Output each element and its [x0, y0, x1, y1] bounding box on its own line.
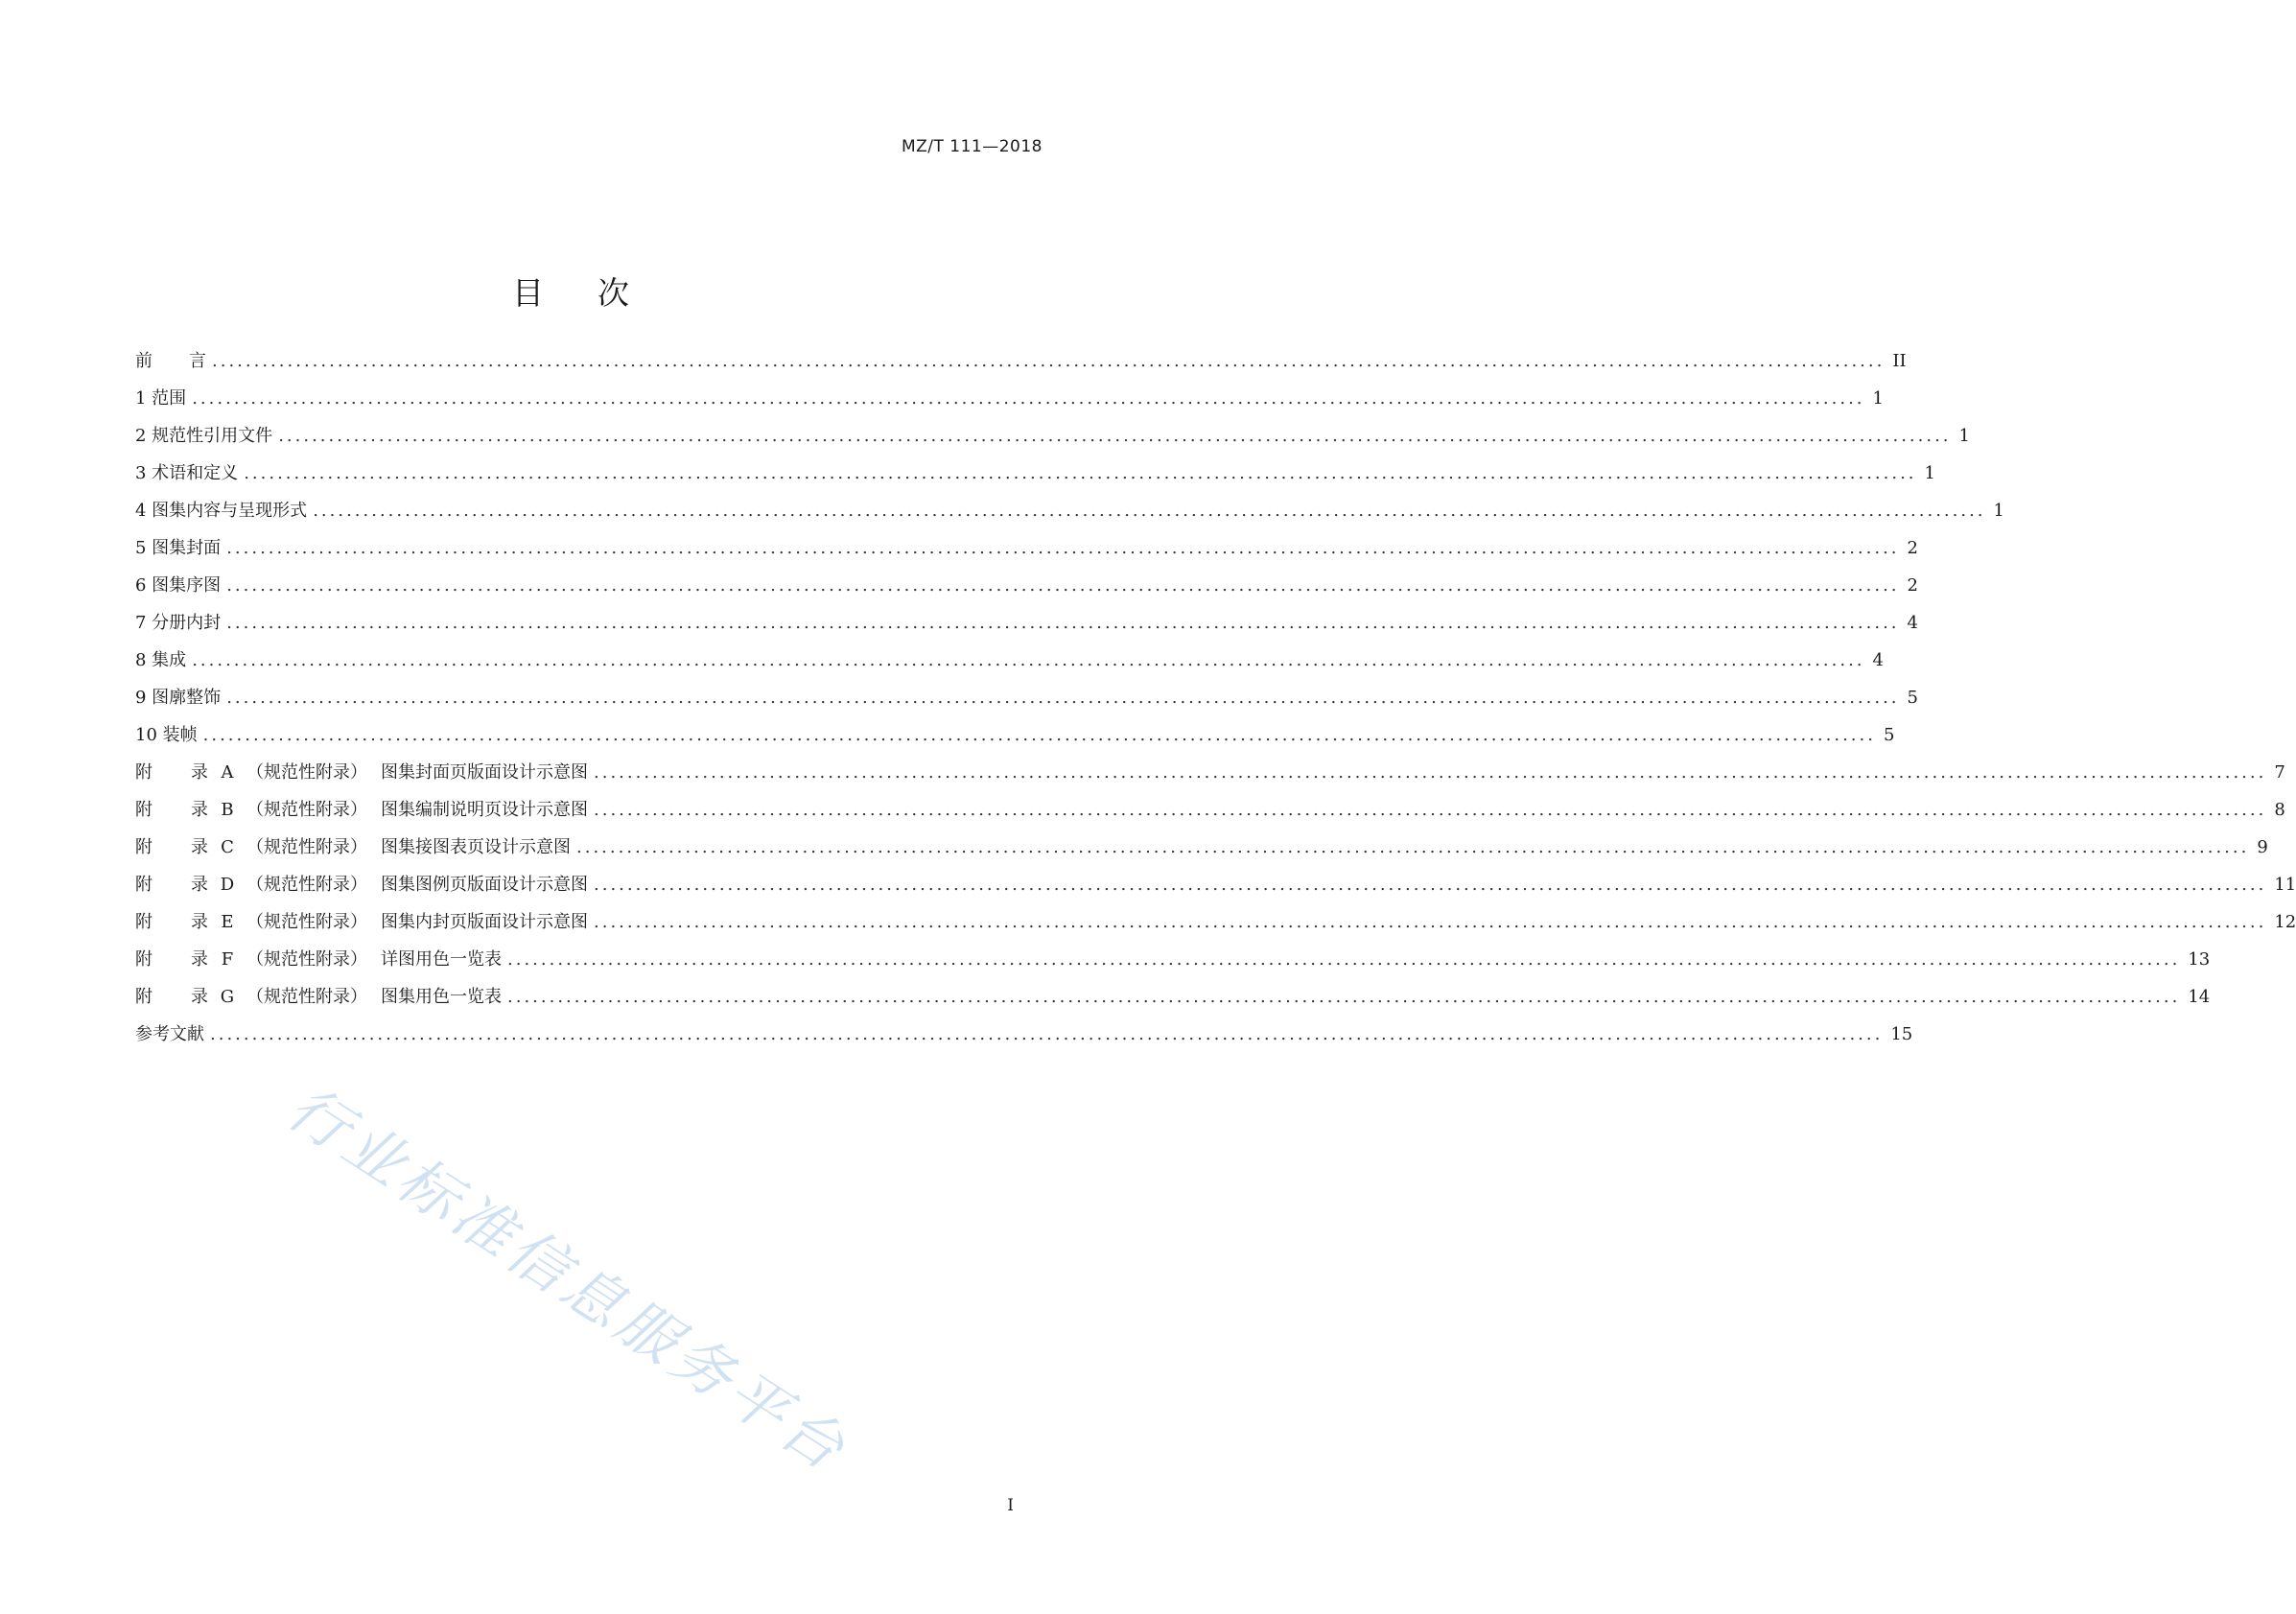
- annex-char-2: 录: [191, 762, 208, 783]
- annex-type: （规范性附录）: [246, 762, 367, 783]
- toc-leader-dots: ........................................................................................................................................................................................................: [226, 538, 1900, 558]
- annex-letter: G: [220, 987, 235, 1007]
- annex-type: （规范性附录）: [246, 800, 367, 820]
- toc-entry-label: 6 图集序图: [135, 575, 222, 596]
- toc-entry-page: 7: [2274, 762, 2285, 783]
- toc-leader-dots: ........................................................................................................................................................................................................: [212, 351, 1886, 371]
- toc-leader-dots: ........................................................................................................................................................................................................: [594, 912, 2267, 932]
- annex-word: [135, 978, 208, 1016]
- toc-entry-section[interactable]: [135, 380, 1884, 417]
- preface-char-2: 言: [189, 351, 206, 371]
- annex-type: （规范性附录）: [246, 912, 367, 932]
- annex-title: 详图用色一览表: [381, 949, 502, 970]
- toc-leader-dots: ........................................................................................................................................................................................................: [192, 388, 1865, 409]
- annex-word: [135, 829, 208, 866]
- toc-entry-section[interactable]: [135, 492, 2004, 529]
- title-char-1: 目: [512, 274, 544, 313]
- annex-type: （规范性附录）: [246, 837, 367, 857]
- toc-entry-page: 4: [1907, 613, 1918, 633]
- toc-entry-preface[interactable]: [135, 342, 1907, 380]
- toc-entry-label: [135, 978, 507, 1016]
- annex-letter: B: [221, 800, 234, 820]
- toc-entry-page: II: [1892, 351, 1907, 371]
- toc-entry-section[interactable]: [135, 642, 1884, 679]
- toc-entry-page: 1: [1958, 426, 1970, 446]
- annex-word: [135, 903, 208, 941]
- annex-type: （规范性附录）: [246, 949, 367, 970]
- toc-entry-annex-e[interactable]: [135, 903, 2296, 941]
- toc-entry-page: 12: [2274, 912, 2296, 932]
- annex-char-1: 附: [135, 800, 152, 820]
- toc-entry-page: 4: [1872, 650, 1884, 670]
- annex-word: [135, 754, 208, 791]
- toc-entry-section[interactable]: [135, 679, 1918, 716]
- annex-word: [135, 791, 208, 829]
- annex-title: 图集封面页版面设计示意图: [381, 762, 588, 783]
- toc-entry-label: 1 范围: [135, 388, 187, 409]
- toc-entry-label: [135, 829, 576, 866]
- toc-entry-section[interactable]: [135, 567, 1918, 604]
- annex-char-1: 附: [135, 912, 152, 932]
- toc-leader-dots: ........................................................................................................................................................................................................: [576, 837, 2250, 857]
- toc-entry-label: [135, 342, 212, 380]
- toc-entry-label: [135, 866, 594, 903]
- title-char-2: 次: [597, 274, 629, 313]
- toc-entry-annex-g[interactable]: [135, 978, 2211, 1016]
- annex-letter: D: [220, 875, 235, 895]
- toc-entry-label: 8 集成: [135, 650, 187, 670]
- annex-letter: F: [221, 949, 234, 970]
- toc-entry-label: [135, 941, 507, 978]
- annex-title: 图集图例页版面设计示意图: [381, 875, 588, 895]
- toc-entry-section[interactable]: [135, 455, 1935, 492]
- toc-leader-dots: ........................................................................................................................................................................................................: [594, 800, 2267, 820]
- toc-entry-label: 3 术语和定义: [135, 463, 239, 483]
- toc-leader-dots: ........................................................................................................................................................................................................: [210, 1024, 1884, 1044]
- toc-leader-dots: ........................................................................................................................................................................................................: [226, 688, 1900, 708]
- annex-char-2: 录: [191, 837, 208, 857]
- toc-leader-dots: ........................................................................................................................................................................................................: [244, 463, 1917, 483]
- toc-entry-label: 2 规范性引用文件: [135, 426, 273, 446]
- toc-entry-label: [135, 754, 594, 791]
- annex-char-1: 附: [135, 837, 152, 857]
- toc-entry-annex-c[interactable]: [135, 829, 2268, 866]
- annex-char-2: 录: [191, 800, 208, 820]
- toc-leader-dots: ........................................................................................................................................................................................................: [594, 875, 2267, 895]
- toc-entry-page: 5: [1883, 725, 1895, 745]
- toc-leader-dots: ........................................................................................................................................................................................................: [226, 575, 1900, 596]
- annex-type: （规范性附录）: [246, 875, 367, 895]
- annex-char-1: 附: [135, 987, 152, 1007]
- toc-entry-page: 1: [1993, 501, 2004, 521]
- toc-entry-references[interactable]: [135, 1016, 1913, 1053]
- toc-entry-annex-d[interactable]: [135, 866, 2296, 903]
- annex-char-2: 录: [191, 949, 208, 970]
- annex-title: 图集内封页版面设计示意图: [381, 912, 588, 932]
- annex-char-1: 附: [135, 762, 152, 783]
- toc-entry-page: 13: [2188, 949, 2211, 970]
- toc-entry-label: 9 图廓整饰: [135, 688, 222, 708]
- annex-type: （规范性附录）: [246, 987, 367, 1007]
- toc-leader-dots: ........................................................................................................................................................................................................: [507, 949, 2181, 970]
- toc-entry-page: 9: [2257, 837, 2268, 857]
- toc-entry-page: 2: [1907, 538, 1918, 558]
- toc-entry-page: 1: [1924, 463, 1935, 483]
- toc-entry-page: 8: [2274, 800, 2285, 820]
- page-title: [0, 269, 1141, 314]
- annex-word: [135, 941, 208, 978]
- toc-entry-section[interactable]: [135, 417, 1970, 455]
- annex-letter: A: [221, 762, 234, 783]
- annex-word: [135, 866, 208, 903]
- annex-letter: E: [221, 912, 234, 932]
- toc-entry-annex-b[interactable]: [135, 791, 2285, 829]
- toc-entry-section[interactable]: [135, 529, 1918, 567]
- annex-char-1: 附: [135, 875, 152, 895]
- preface-char-1: 前: [135, 351, 152, 371]
- annex-title: 图集编制说明页设计示意图: [381, 800, 588, 820]
- toc-leader-dots: ........................................................................................................................................................................................................: [313, 501, 1986, 521]
- annex-char-2: 录: [191, 987, 208, 1007]
- toc-leader-dots: ........................................................................................................................................................................................................: [594, 762, 2267, 783]
- toc-entry-label: 4 图集内容与呈现形式: [135, 501, 308, 521]
- toc-entry-label: 5 图集封面: [135, 538, 222, 558]
- toc-entry-page: 11: [2274, 875, 2296, 895]
- toc-entry-label: [135, 791, 594, 829]
- annex-letter: C: [221, 837, 234, 857]
- table-of-contents: [135, 342, 2296, 1053]
- annex-title: 图集用色一览表: [381, 987, 502, 1007]
- toc-leader-dots: ........................................................................................................................................................................................................: [278, 426, 1952, 446]
- toc-entry-label: 参考文献: [135, 1024, 204, 1044]
- toc-entry-label: 10 装帧: [135, 725, 198, 745]
- toc-entry-page: 15: [1890, 1024, 1913, 1044]
- toc-entry-page: 5: [1907, 688, 1918, 708]
- toc-entry-annex-f[interactable]: [135, 941, 2211, 978]
- standard-code: MZ/T 111—2018: [901, 137, 1043, 156]
- watermark: 行业标准信息服务平台: [275, 1072, 861, 1486]
- annex-char-1: 附: [135, 949, 152, 970]
- toc-leader-dots: ........................................................................................................................................................................................................: [507, 987, 2181, 1007]
- annex-char-2: 录: [191, 912, 208, 932]
- toc-leader-dots: ........................................................................................................................................................................................................: [202, 725, 1876, 745]
- toc-entry-page: 14: [2188, 987, 2211, 1007]
- annex-char-2: 录: [191, 875, 208, 895]
- toc-entry-page: 2: [1907, 575, 1918, 596]
- toc-entry-label: 7 分册内封: [135, 613, 222, 633]
- toc-entry-section[interactable]: [135, 716, 1895, 754]
- toc-entry-label: [135, 903, 594, 941]
- page-number: I: [1007, 1496, 1014, 1515]
- toc-leader-dots: ........................................................................................................................................................................................................: [192, 650, 1865, 670]
- annex-title: 图集接图表页设计示意图: [381, 837, 571, 857]
- toc-entry-section[interactable]: [135, 604, 1918, 642]
- toc-entry-annex-a[interactable]: [135, 754, 2285, 791]
- toc-leader-dots: ........................................................................................................................................................................................................: [226, 613, 1900, 633]
- toc-entry-page: 1: [1872, 388, 1884, 409]
